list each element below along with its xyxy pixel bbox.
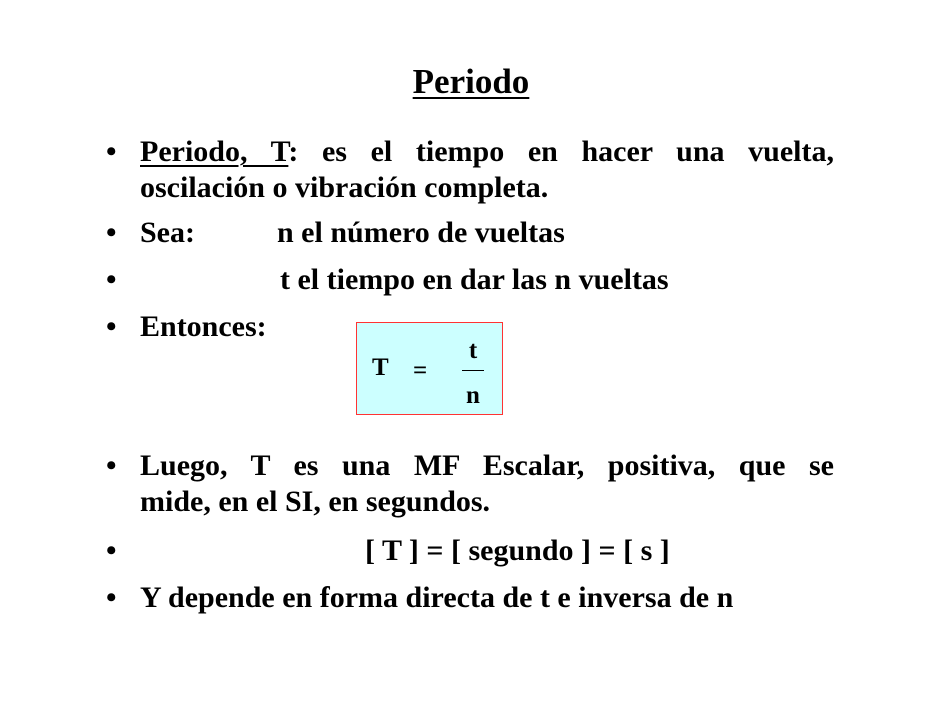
sea-label: Sea:	[140, 216, 195, 249]
definition-line-2: oscilación o vibración completa.	[140, 171, 549, 204]
sea-text: n el número de vueltas	[277, 216, 565, 249]
depende-text: Y depende en forma directa de t e inversa de n	[140, 581, 734, 614]
bullet-t-def: •	[106, 263, 117, 296]
units-text: [ T ] = [ segundo ] = [ s ]	[365, 534, 670, 567]
bullet-luego: •	[106, 449, 117, 482]
bullet-sea: •	[106, 216, 117, 249]
bullet-entonces: •	[106, 310, 117, 343]
bullet-definition: •	[106, 135, 117, 168]
luego-line-2: mide, en el SI, en segundos.	[140, 485, 491, 518]
t-def-text: t el tiempo en dar las n vueltas	[280, 263, 669, 296]
bullet-depende: •	[106, 581, 117, 614]
formula-denominator: n	[466, 382, 480, 409]
bullet-units: •	[106, 534, 117, 567]
definition-text: : es el tiempo en hacer una vuelta,	[288, 135, 835, 168]
formula-fraction-bar	[462, 370, 484, 371]
formula-equals: =	[413, 357, 428, 384]
definition-line-1	[140, 134, 834, 170]
luego-line-1: Luego, T es una MF Escalar, positiva, que se	[140, 449, 834, 482]
definition-term: Periodo, T	[140, 135, 289, 168]
formula-numerator: t	[468, 337, 478, 364]
entonces-label: Entonces:	[140, 310, 267, 343]
formula-lhs: T	[372, 354, 389, 381]
slide-title: Periodo	[412, 62, 530, 101]
